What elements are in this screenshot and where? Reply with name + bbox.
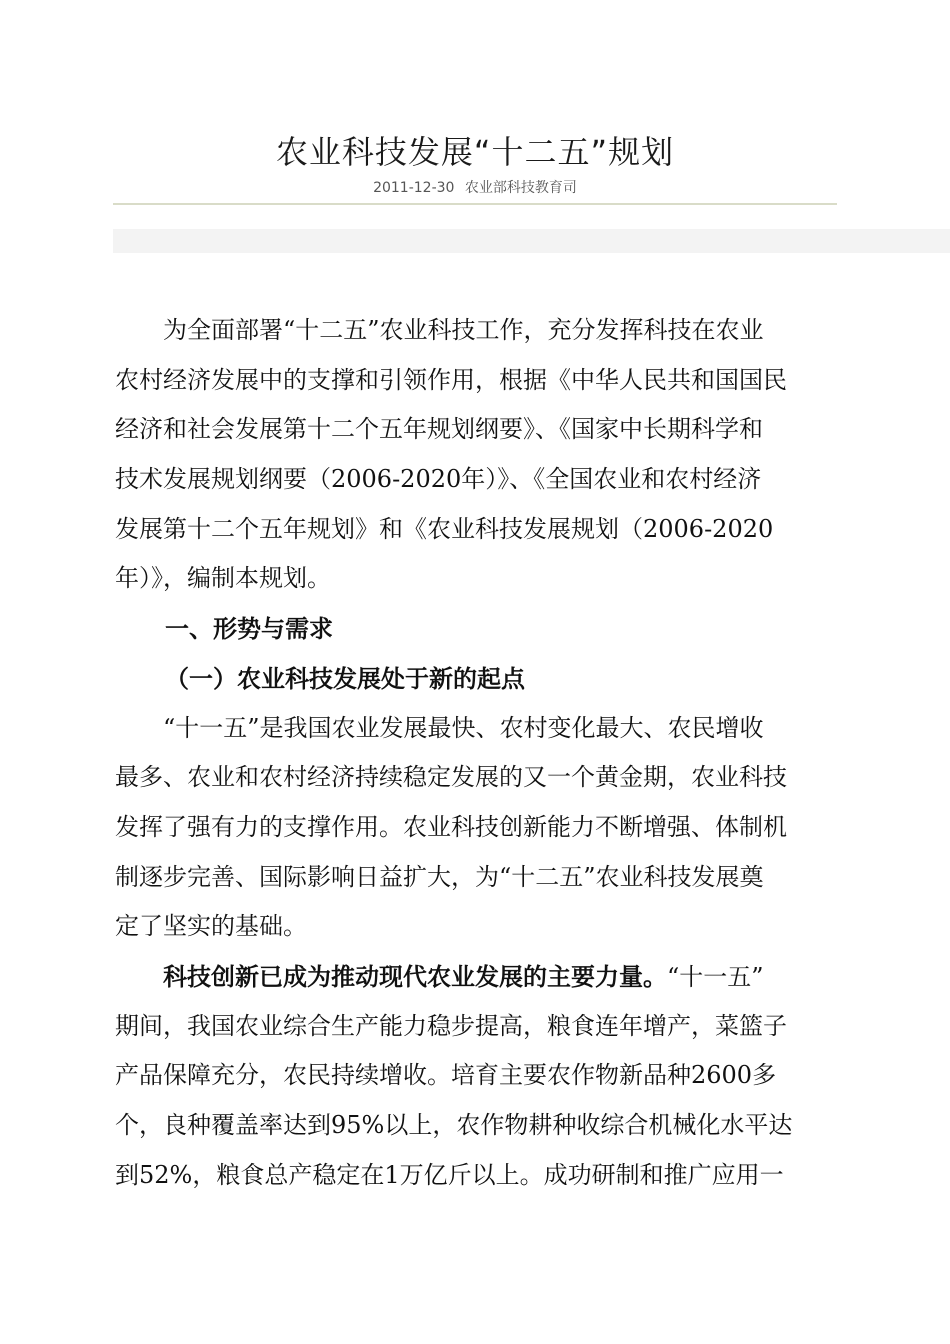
body-line: 个，良种覆盖率达到95%以上，农作物耕种收综合机械化水平达	[115, 1111, 793, 1139]
body-line: 技术发展规划纲要（2006-2020年）》、《全国农业和农村经济	[115, 465, 762, 494]
body-line: 到52%，粮食总产稳定在1万亿斤以上。成功研制和推广应用一	[115, 1160, 784, 1189]
bold-lead-sentence: 科技创新已成为推动现代农业发展的主要力量。	[163, 961, 667, 991]
publisher: 农业部科技教育司	[464, 180, 577, 196]
body-line: “十一五”是我国农业发展最快、农村变化最大、农民增收	[163, 713, 764, 742]
subsection-heading: （一）农业科技发展处于新的起点	[165, 663, 525, 693]
body-line: 发展第十二个五年规划》和《农业科技发展规划（2006-2020	[115, 514, 774, 543]
article-body	[115, 306, 835, 1200]
body-line: 发挥了强有力的支撑作用。农业科技创新能力不断增强、体制机	[115, 812, 787, 841]
body-line: 最多、农业和农村经济持续稳定发展的又一个黄金期，农业科技	[115, 763, 787, 792]
body-line: 产品保障充分，农民持续增收。培育主要农作物新品种2600多	[115, 1061, 777, 1090]
page-title: 农业科技发展“十二五”规划	[275, 133, 675, 171]
body-line: 为全面部署“十二五”农业科技工作，充分发挥科技在农业	[163, 316, 764, 344]
body-line: 期间，我国农业综合生产能力稳步提高，粮食连年增产，菜篮子	[115, 1011, 787, 1040]
toolbar-strip	[113, 229, 950, 253]
title-divider	[113, 203, 837, 205]
body-line: 年）》，编制本规划。	[115, 564, 331, 593]
body-line: 经济和社会发展第十二个五年规划纲要》、《国家中长期科学和	[115, 415, 763, 444]
section-heading: 一、形势与需求	[165, 614, 333, 644]
body-line	[115, 952, 835, 1002]
body-line: 农村经济发展中的支撑和引领作用，根据《中华人民共和国国民	[115, 365, 787, 394]
article-meta	[0, 179, 950, 197]
body-line: 制逐步完善、国际影响日益扩大，为“十二五”农业科技发展奠	[115, 862, 764, 891]
publish-date: 2011-12-30	[373, 180, 455, 196]
body-line: 定了坚实的基础。	[115, 912, 307, 941]
body-text: “十一五”	[667, 962, 764, 991]
